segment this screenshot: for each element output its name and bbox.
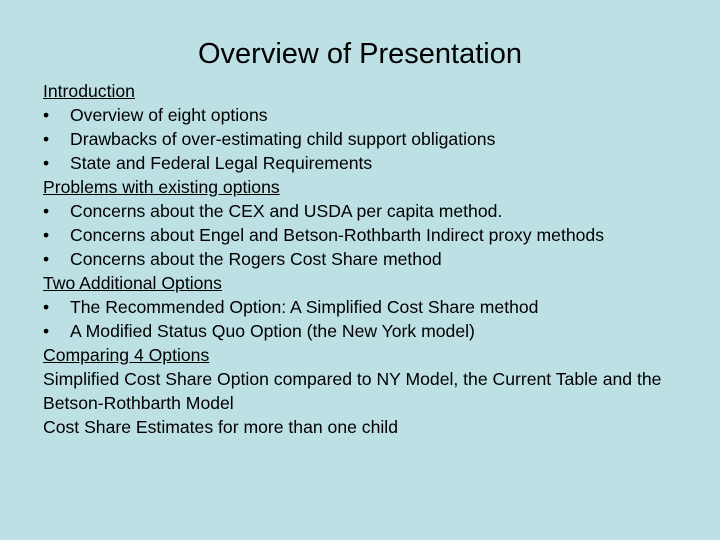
bullet-item [43,223,693,247]
bullet-item [43,247,693,271]
bullet-glyph: • [43,321,50,341]
bullet-text: State and Federal Legal Requirements [70,153,373,173]
bullet-item [43,127,693,151]
bullet-glyph: • [43,129,50,149]
bullet-glyph: • [43,249,50,269]
bullet-glyph: • [43,105,50,125]
body-line-comparison: Simplified Cost Share Option compared to NY Model, the Current Table and the Betson-Rothbarth Model [43,369,662,413]
bullet-item [43,295,693,319]
bullet-item [43,199,693,223]
slide-title: Overview of Presentation [198,38,522,70]
bullet-glyph: • [43,201,50,221]
bullet-glyph: • [43,297,50,317]
bullet-item [43,103,693,127]
section-heading-introduction: Introduction [43,81,135,101]
bullet-text: A Modified Status Quo Option (the New York model) [70,321,475,341]
bullet-item [43,151,693,175]
bullet-text: Overview of eight options [70,105,268,125]
bullet-text: Concerns about the Rogers Cost Share method [70,249,442,269]
body-line-cost-share-estimates: Cost Share Estimates for more than one child [43,417,398,437]
section-heading-comparing-options: Comparing 4 Options [43,345,210,365]
bullet-text: Concerns about Engel and Betson-Rothbarth Indirect proxy methods [70,225,604,245]
section-heading-problems: Problems with existing options [43,177,280,197]
slide-content [43,79,693,439]
bullet-text: Concerns about the CEX and USDA per capita method. [70,201,503,221]
bullet-glyph: • [43,153,50,173]
bullet-item [43,319,693,343]
bullet-text: The Recommended Option: A Simplified Cost Share method [70,297,539,317]
bullet-glyph: • [43,225,50,245]
bullet-text: Drawbacks of over-estimating child support obligations [70,129,496,149]
section-heading-two-additional-options: Two Additional Options [43,273,222,293]
